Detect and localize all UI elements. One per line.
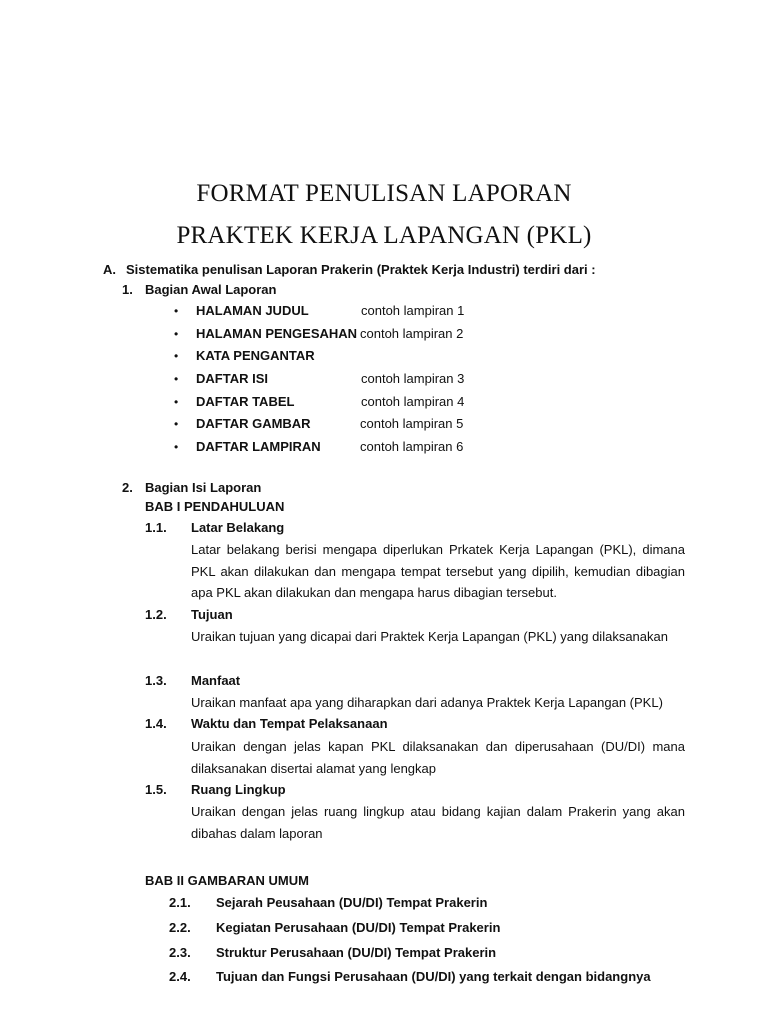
subsection-title: Latar Belakang [191, 520, 285, 535]
subsection-text: Latar belakang berisi mengapa diperlukan Prkatek Kerja Lapangan (PKL), dimana PKL akan dilakukan dan mengapa tempat tersebut yang dipilih, kemudian dibagian apa PKL akan dilakukan dan mengapa harus dibagian tersebut. [191, 542, 685, 600]
bullet-icon: • [174, 349, 179, 363]
subsection-number: 2.2. [169, 920, 191, 935]
document-title-line-2: PRAKTEK KERJA LAPANGAN (PKL) [176, 222, 592, 249]
subsection-title: Sejarah Peusahaan (DU/DI) Tempat Prakerin [216, 895, 488, 910]
subsection-text: Uraikan tujuan yang dicapai dari Praktek Kerja Lapangan (PKL) yang dilaksanakan [191, 629, 668, 644]
subsection-number: 2.4. [169, 969, 191, 984]
subsection-number: 2.3. [169, 945, 191, 960]
item-2-label: Bagian Isi Laporan [145, 480, 262, 495]
bullet-icon: • [174, 417, 179, 431]
subsection-text: Uraikan dengan jelas kapan PKL dilaksanakan dan diperusahaan (DU/DI) mana dilaksanakan disertai alamat yang lengkap [191, 739, 685, 776]
bullet-icon: • [174, 327, 179, 341]
list-item-label: DAFTAR LAMPIRAN [196, 439, 321, 454]
subsection-title: Tujuan [191, 607, 233, 622]
bab-1-heading: BAB I PENDAHULUAN [145, 499, 285, 514]
subsection-title: Manfaat [191, 673, 241, 688]
list-item-label: HALAMAN JUDUL [196, 303, 309, 318]
subsection-number: 1.3. [145, 673, 167, 688]
list-item-ref: contoh lampiran 2 [360, 326, 464, 341]
section-a-heading: Sistematika penulisan Laporan Prakerin (Praktek Kerja Industri) terdiri dari : [126, 262, 596, 277]
subsection-text: Uraikan dengan jelas ruang lingkup atau bidang kajian dalam Prakerin yang akan dibahas dalam laporan [191, 804, 685, 841]
subsection-title: Ruang Lingkup [191, 782, 286, 797]
section-a-marker: A. [103, 262, 116, 277]
list-item-label: DAFTAR TABEL [196, 394, 295, 409]
list-item-ref: contoh lampiran 1 [361, 303, 465, 318]
item-2-number: 2. [122, 480, 133, 495]
list-item-ref: contoh lampiran 3 [361, 371, 465, 386]
subsection-number: 1.1. [145, 520, 167, 535]
subsection-number: 1.5. [145, 782, 167, 797]
bullet-icon: • [174, 395, 179, 409]
list-item-label: HALAMAN PENGESAHAN [196, 326, 358, 341]
bab-2-heading: BAB II GAMBARAN UMUM [145, 873, 309, 888]
subsection-number: 1.4. [145, 716, 167, 731]
list-item-label: KATA PENGANTAR [196, 348, 315, 363]
subsection-title: Kegiatan Perusahaan (DU/DI) Tempat Prakerin [216, 920, 501, 935]
list-item-label: DAFTAR ISI [196, 371, 268, 386]
item-1-label: Bagian Awal Laporan [145, 282, 277, 297]
document-title-line-1: FORMAT PENULISAN LAPORAN [196, 180, 572, 207]
list-item-ref: contoh lampiran 5 [360, 416, 464, 431]
subsection-text: Uraikan manfaat apa yang diharapkan dari adanya Praktek Kerja Lapangan (PKL) [191, 695, 663, 710]
item-1-number: 1. [122, 282, 133, 297]
list-item-ref: contoh lampiran 6 [360, 439, 464, 454]
bullet-icon: • [174, 372, 179, 386]
subsection-number: 1.2. [145, 607, 167, 622]
bullet-icon: • [174, 440, 179, 454]
bullet-icon: • [174, 304, 179, 318]
list-item-ref: contoh lampiran 4 [361, 394, 465, 409]
subsection-title: Tujuan dan Fungsi Perusahaan (DU/DI) yang terkait dengan bidangnya [216, 969, 651, 984]
subsection-number: 2.1. [169, 895, 191, 910]
subsection-title: Waktu dan Tempat Pelaksanaan [191, 716, 388, 731]
list-item-label: DAFTAR GAMBAR [196, 416, 311, 431]
subsection-title: Struktur Perusahaan (DU/DI) Tempat Prakerin [216, 945, 497, 960]
